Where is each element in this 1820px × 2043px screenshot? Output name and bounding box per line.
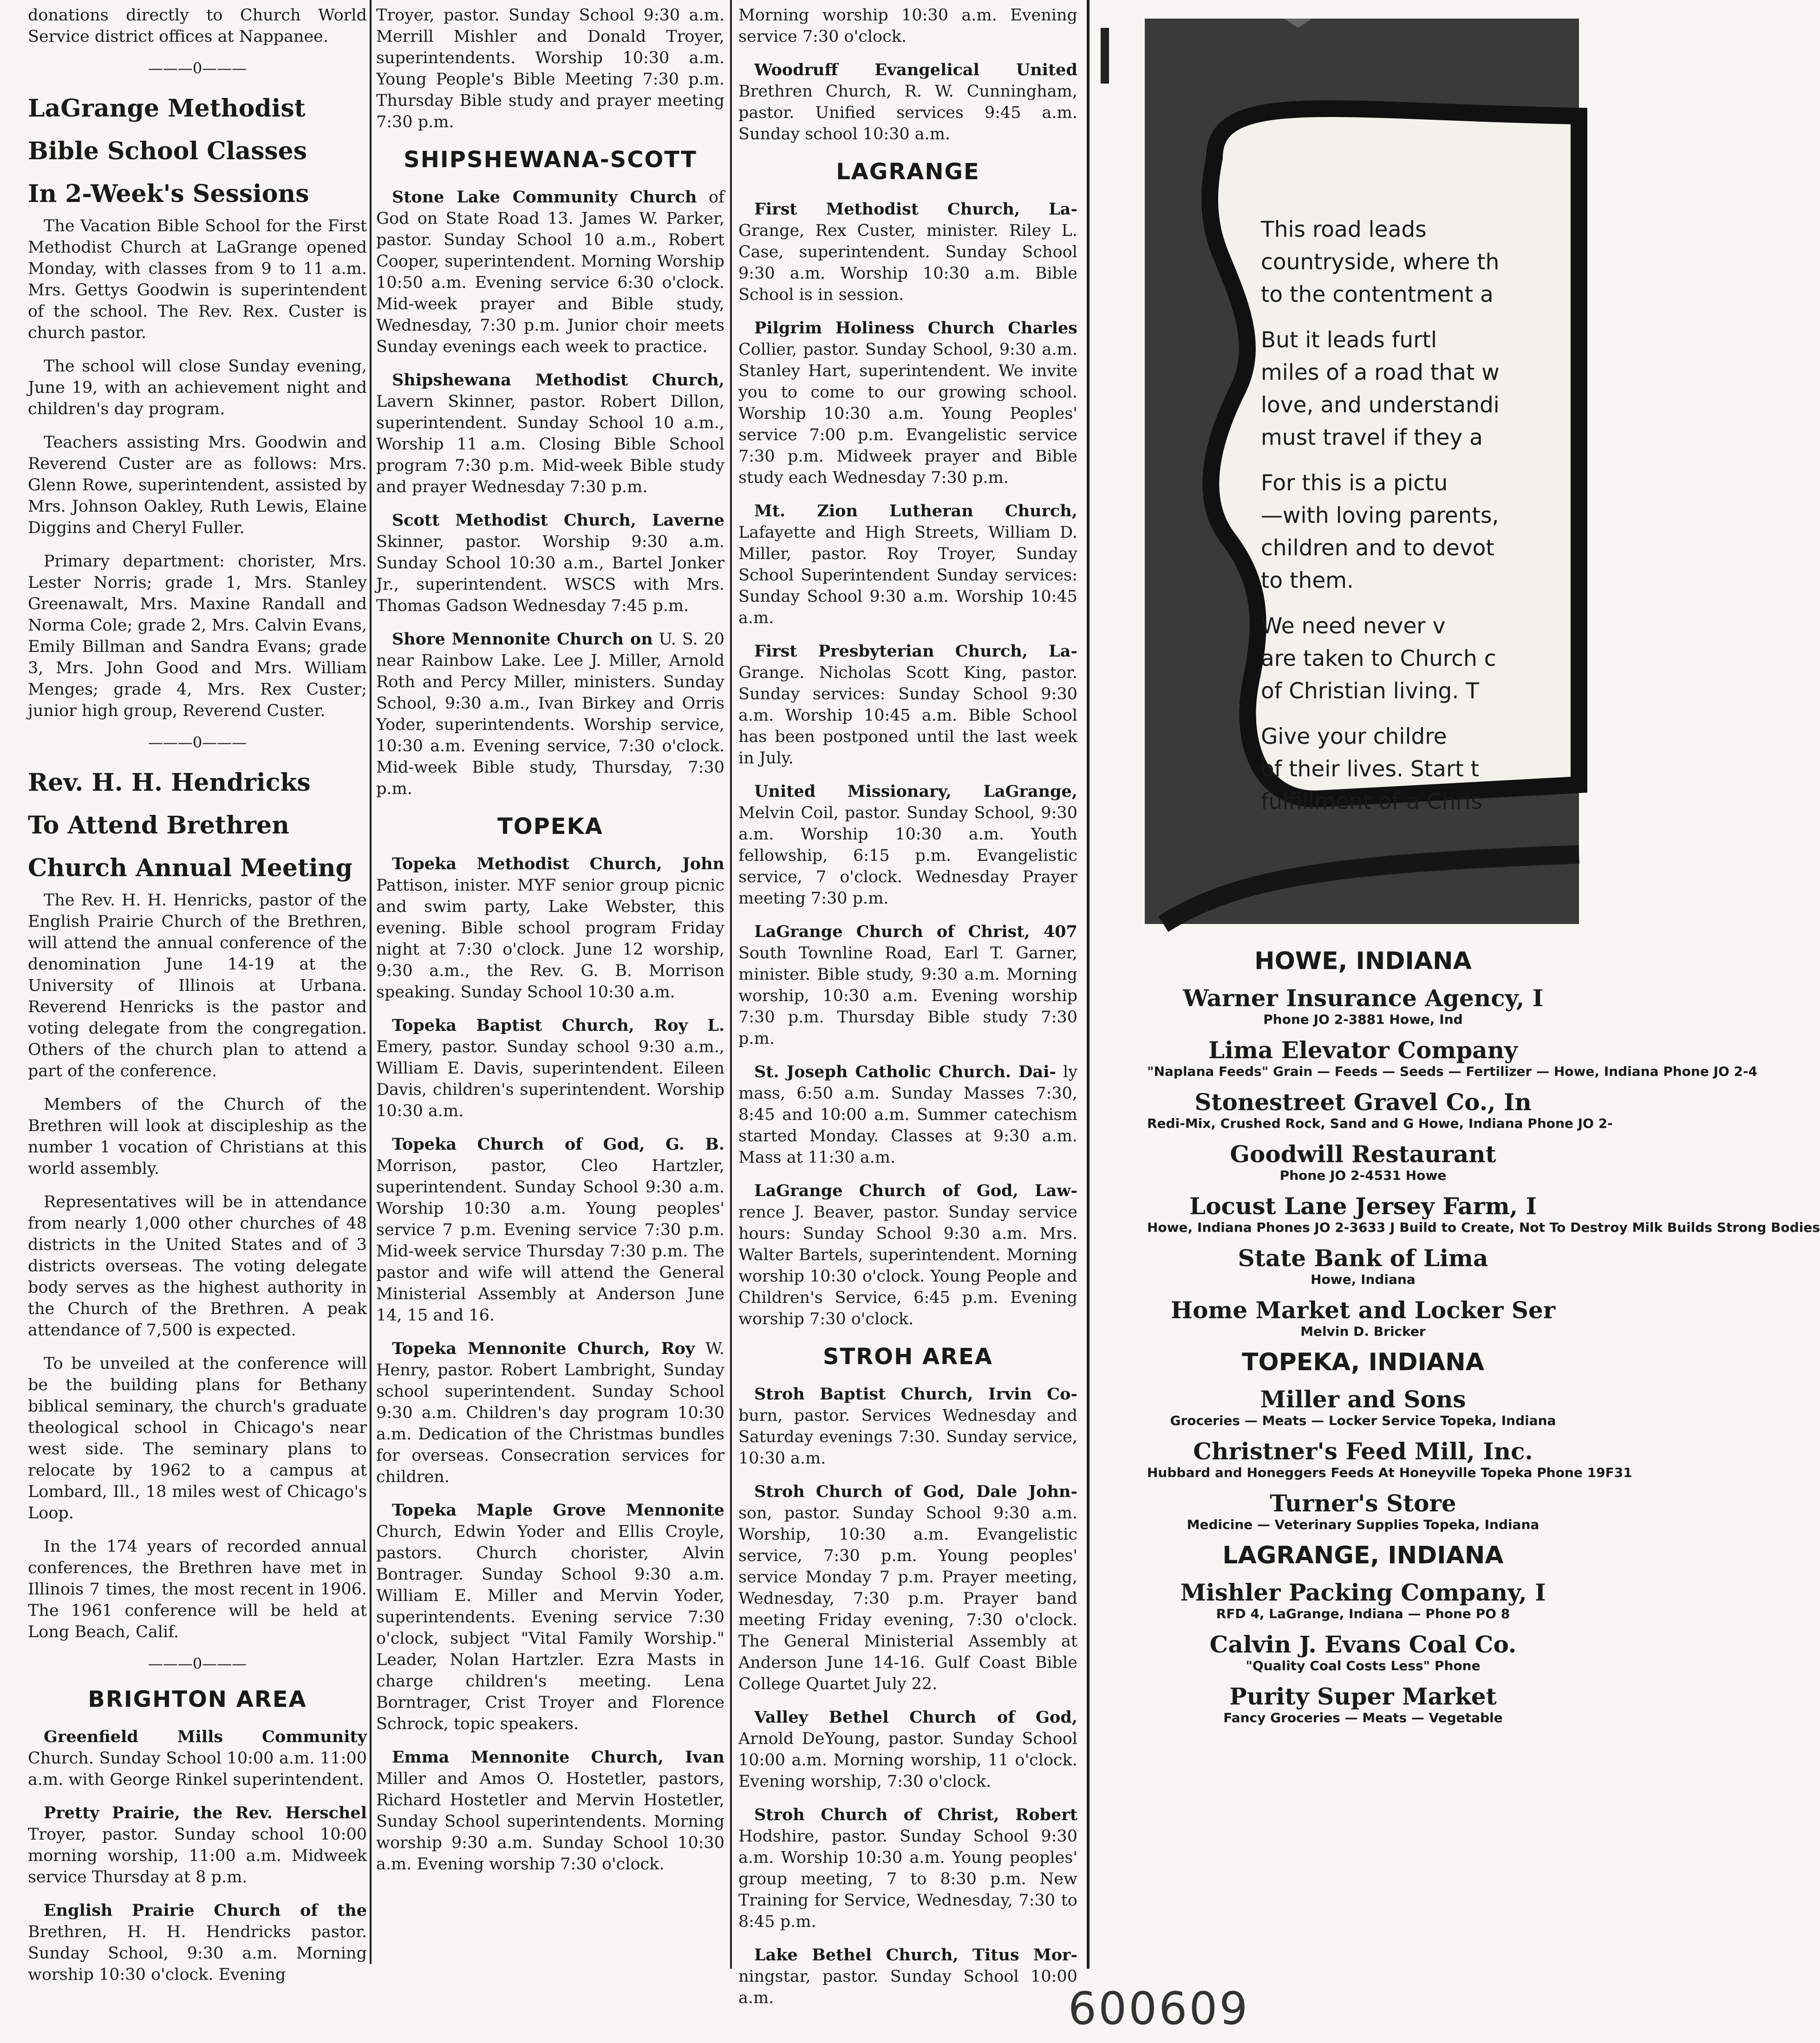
church-name: Pilgrim Holiness Church Charles <box>754 319 1077 338</box>
listing-text: Collier, pastor. Sunday School, 9:30 a.m. Stanley Hart, superintendent. We invite you to come to our growing school. Worship 10:30 a.m. Young Peoples' service 7:00 p.m. Evangelistic service 7:30 p.m. Midweek prayer and Bible study each Wednesday 7:30 p.m. <box>738 340 1077 487</box>
church-list <box>376 187 724 800</box>
church-name: Valley Bethel Church of God, <box>754 1708 1077 1727</box>
section-heading: SHIPSHEWANA-SCOTT <box>404 147 697 173</box>
church-listing <box>376 370 724 498</box>
business-list <box>1147 1386 1632 1532</box>
business-ad <box>1147 1438 1632 1480</box>
column-rule <box>370 0 372 1964</box>
divider: ———0——— <box>148 59 247 77</box>
listing-text: U. S. 20 near Rainbow Lake. Lee J. Miller, Arnold Roth and Percy Miller, ministers. Sunday School, 9:30 a.m., Ivan Birkey and Orris Yoder, superintendents. Worship service, 10:30 a.m. Evening service, 7:30 o'clock. Mid-week Bible study, Thursday, 7:30 p.m. <box>376 630 724 798</box>
listing-text: South Townline Road, Earl T. Garner, minister. Bible study, 9:30 a.m. Morning worship, 10:30 a.m. Evening worship 7:30 p.m. Thursday Bible study 7:30 p.m. <box>738 944 1077 1048</box>
ad-line: Give your childre <box>1261 724 1447 749</box>
ad-line: children and to devot <box>1261 535 1494 561</box>
church-name: Pretty Prairie, the Rev. Herschel <box>44 1803 367 1822</box>
church-list <box>28 1726 367 1985</box>
church-listing <box>376 1134 724 1326</box>
listing-text: Morrison, pastor, Cleo Hartzler, superintendent. Sunday School 9:30 a.m. Worship 10:30 a.m. Young peoples' service 7 p.m. Evening service 7:30 p.m. Mid-week service Thursday 7:30 p.m. The pastor and wife will attend the General Ministerial Assembly at Anderson June 14, 15 and 16. <box>376 1157 724 1325</box>
church-listing <box>28 1726 367 1790</box>
ad-paragraph <box>1261 610 1595 708</box>
business-name: Locust Lane Jersey Farm, I <box>1189 1192 1537 1220</box>
intro-text: donations directly to Church World Service district offices at Nappanee. <box>28 6 367 46</box>
church-listing <box>738 1384 1077 1469</box>
column-2 <box>376 5 724 1973</box>
listing-text: Hodshire, pastor. Sunday School 9:30 a.m. Worship 10:30 a.m. Young peoples' group meeting, 7 to 8:30 p.m. New Training for Service, Wednesday, 7:30 to 8:45 p.m. <box>738 1827 1077 1931</box>
church-listing <box>738 1481 1077 1695</box>
church-name: Stroh Baptist Church, Irvin Co- <box>754 1385 1077 1404</box>
listing-text: Pattison, inister. MYF senior group picnic and swim party, Lake Webster, this evening. Bible school program Friday night at 7:30 o'clock. June 12 worship, 9:30 a.m., the Rev. G. B. Morrison speaking. Sunday School 10:30 a.m. <box>376 876 724 1002</box>
intro-text: Troyer, pastor. Sunday School 9:30 a.m. Merrill Mishler and Donald Troyer, superintendents. Worship 10:30 a.m. Young People's Bible Meeting 7:30 p.m. Thursday Bible study and prayer meeting 7:30 p.m. <box>376 6 724 131</box>
church-name: LaGrange Church of God, Law- <box>754 1181 1077 1200</box>
business-name: Miller and Sons <box>1260 1386 1466 1413</box>
directory-heading: LAGRANGE, INDIANA <box>1222 1542 1504 1569</box>
listing-text: Grange. Nicholas Scott King, pastor. Sunday services: Sunday School 9:30 a.m. Worship 10:45 a.m. Bible School has been postponed until the last week in July. <box>738 664 1077 768</box>
business-name: Stonestreet Gravel Co., In <box>1194 1088 1532 1116</box>
business-list <box>1147 1579 1579 1725</box>
church-name: Greenfield Mills Community <box>44 1727 367 1746</box>
business-name: Christner's Feed Mill, Inc. <box>1193 1438 1533 1465</box>
business-ad <box>1147 1631 1579 1673</box>
church-listing <box>376 510 724 617</box>
church-listing <box>376 1500 724 1735</box>
headline: Church Annual Meeting <box>28 854 352 882</box>
listing-text: Skinner, pastor. Worship 9:30 a.m. Sunday School 10:30 a.m., Bartel Jonker Jr., superintendent. WSCS with Mrs. Thomas Gadson Wednesday 7:45 p.m. <box>376 533 724 615</box>
church-name: St. Joseph Catholic Church. Dai- <box>754 1062 1057 1081</box>
church-name: Scott Methodist Church, Laverne <box>392 511 724 530</box>
church-listing <box>738 1945 1077 2009</box>
church-listing <box>28 1802 367 1888</box>
ad-copy <box>1261 214 1595 831</box>
business-ad <box>1147 1386 1579 1428</box>
article-paragraph: The school will close Sunday evening, June 19, with an achievement night and children's day program. <box>28 357 367 418</box>
business-name: Warner Insurance Agency, I <box>1182 984 1544 1012</box>
business-details: Howe, Indiana <box>1311 1272 1416 1287</box>
article-paragraph: Primary department: chorister, Mrs. Lester Norris; grade 1, Mrs. Stanley Greenawalt, Mrs. Maxine Randall and Norma Cole; grade 2, Mrs. Calvin Evans, Emily Billman and Sandra Evans; grade 3, Mrs. John Good and Mrs. William Menges; grade 4, Mrs. Rex Custer; junior high group, Reverend Custer. <box>28 552 367 720</box>
article-paragraph: To be unveiled at the conference will be the building plans for Bethany biblical seminary, the church's graduate theological school in Chicago's near west side. The seminary plans to relocate by 1962 to a campus at Lombard, Ill., 18 miles west of Chicago's Loop. <box>28 1354 367 1522</box>
church-listing <box>738 318 1077 488</box>
business-details: "Quality Coal Costs Less" Phone <box>1246 1658 1481 1673</box>
ad-paragraph <box>1261 214 1595 311</box>
church-name: Topeka Mennonite Church, Roy <box>392 1339 695 1358</box>
column-3 <box>738 5 1077 2007</box>
listing-text: Melvin Coil, pastor. Sunday School, 9:30 a.m. Worship 10:30 a.m. Youth fellowship, 6:15 p.m. Evangelistic service, 7 o'clock. Wednesday Prayer meeting 7:30 p.m. <box>738 804 1077 908</box>
column-1 <box>28 5 367 1984</box>
church-listing <box>376 629 724 800</box>
business-name: Calvin J. Evans Coal Co. <box>1209 1631 1517 1658</box>
church-listing <box>738 501 1077 629</box>
business-name: Home Market and Locker Ser <box>1170 1296 1556 1324</box>
church-name: Shipshewana Methodist Church, <box>392 371 724 390</box>
church-name: Emma Mennonite Church, Ivan <box>392 1748 724 1767</box>
listing-text: ly mass, 6:50 a.m. Sunday Masses 7:30, 8:45 and 10:00 a.m. Summer catechism started Monday. Classes at 9:30 a.m. Mass at 11:30 a.m. <box>738 1063 1077 1167</box>
listing-text: Church. Sunday School 10:00 a.m. 11:00 a.m. with George Rinkel superintendent. <box>28 1749 367 1789</box>
business-ad <box>1147 984 1579 1027</box>
business-name: Purity Super Market <box>1229 1683 1497 1710</box>
church-listing <box>738 781 1077 909</box>
business-ad <box>1147 1088 1613 1131</box>
church-name: First Presbyterian Church, La- <box>754 642 1077 661</box>
business-ad <box>1147 1683 1579 1725</box>
church-listing <box>376 1747 724 1875</box>
ad-line: But it leads furtl <box>1261 327 1437 353</box>
directory-heading: TOPEKA, INDIANA <box>1241 1348 1485 1376</box>
section-heading: STROH AREA <box>822 1344 993 1370</box>
business-details: Howe, Indiana Phones JO 2-3633 J Build to Create, Not To Destroy Milk Builds Strong Bodies <box>1147 1220 1820 1235</box>
ad-line: of their lives. Start t <box>1261 756 1480 782</box>
handwritten-number: 600609 <box>1068 1983 1250 2035</box>
church-advertisement <box>1145 19 1579 924</box>
listing-text: Troyer, pastor. Sunday school 10:00 morning worship, 11:00 a.m. Midweek service Thursday at 8 p.m. <box>28 1825 367 1887</box>
church-listing <box>376 853 724 1003</box>
church-listing <box>376 1015 724 1122</box>
business-ad <box>1147 1579 1579 1621</box>
ad-line: —with loving parents, <box>1261 503 1499 528</box>
business-ad <box>1147 1140 1579 1183</box>
business-name: State Bank of Lima <box>1238 1244 1488 1272</box>
article-paragraph: In the 174 years of recorded annual conferences, the Brethren have met in Illinois 7 times, the most recent in 1906. The 1961 conference will be held at Long Beach, Calif. <box>28 1537 367 1641</box>
business-ad <box>1147 1036 1758 1079</box>
church-name: Topeka Church of God, G. B. <box>392 1135 724 1154</box>
listing-text: Brethren, H. H. Hendricks pastor. Sunday School, 9:30 a.m. Morning worship 10:30 o'clock. Evening <box>28 1923 367 1984</box>
listing-text: rence J. Beaver, pastor. Sunday service hours: Sunday School 9:30 a.m. Mrs. Walter Bartels, superintendent. Morning worship 10:30 o'clock. Young People and Children's Service, 6:45 p.m. Evening worship 7:30 o'clock. <box>738 1203 1077 1328</box>
church-name: Mt. Zion Lutheran Church, <box>754 501 1077 521</box>
business-ad <box>1147 1490 1579 1532</box>
church-list <box>738 1384 1077 2009</box>
ad-paragraph <box>1261 324 1595 454</box>
church-name: Shore Mennonite Church on <box>392 630 653 649</box>
business-details: RFD 4, LaGrange, Indiana — Phone PO 8 <box>1216 1606 1510 1621</box>
business-list <box>1147 984 1820 1339</box>
listing-text: burn, pastor. Services Wednesday and Saturday evenings 7:30. Sunday service, 10:30 a.m. <box>738 1406 1077 1468</box>
ad-line: This road leads <box>1261 217 1427 242</box>
listing-text: W. Henry, pastor. Robert Lambright, Sunday school superintendent. Sunday School 9:30 a.m. Children's day program 10:30 a.m. Dedication of the Christmas bundles for overseas. Consecration services for children. <box>376 1340 724 1486</box>
article-paragraph: Teachers assisting Mrs. Goodwin and Reverend Custer are as follows: Mrs. Glenn Rowe, superintendent, assisted by Mrs. Johnson Oakley, Ruth Lewis, Elaine Diggins and Cheryl Fuller. <box>28 433 367 537</box>
section-heading: BRIGHTON AREA <box>88 1686 307 1712</box>
church-name: Topeka Maple Grove Mennonite <box>392 1501 724 1520</box>
church-list <box>376 853 724 1875</box>
church-name: LaGrange Church of Christ, 407 <box>754 922 1077 941</box>
business-details: Medicine — Veterinary Supplies Topeka, Indiana <box>1187 1517 1539 1532</box>
church-name: English Prairie Church of the <box>44 1901 367 1920</box>
article-paragraph: Representatives will be in attendance from nearly 1,000 other churches of 48 districts in the United States and of 3 districts overseas. The voting delegate body serves as the highest authority in the Church of the Brethren. A peak attendance of 7,500 is expected. <box>28 1193 367 1340</box>
column-rule <box>730 0 732 1969</box>
article-paragraph: The Rev. H. H. Henricks, pastor of the English Prairie Church of the Brethren, will attend the annual conference of the denomination June 14-19 at the University of Illinois at Urbana. Reverend Henricks is the pastor and voting delegate from the congregation. Others of the church plan to attend a part of the conference. <box>28 891 367 1080</box>
listing-text: of God on State Road 13. James W. Parker, pastor. Sunday School 10 a.m., Robert Cooper, superintendent. Morning Worship 10:50 a.m. Evening service 6:30 o'clock. Mid-week prayer and Bible study, Wednesday, 7:30 p.m. Junior choir meets Sunday evenings each week to practice. <box>376 188 724 356</box>
business-name: Mishler Packing Company, I <box>1180 1579 1546 1606</box>
listing-text: Emery, pastor. Sunday school 9:30 a.m., William E. Davis, superintendent. Eileen Davis, children's superintendent. Worship 10:30 a.m. <box>376 1038 724 1120</box>
church-listing <box>738 641 1077 769</box>
listing-text: Brethren Church, R. W. Cunningham, pastor. Unified services 9:45 a.m. Sunday school 10:30 a.m. <box>738 82 1077 143</box>
church-name: Stroh Church of Christ, Robert <box>754 1805 1077 1824</box>
listing-text: Lavern Skinner, pastor. Robert Dillon, superintendent. Sunday School 10 a.m., Worship 11 a.m. Closing Bible School program 7:30 p.m. Mid-week Bible study and prayer Wednesday 7:30 p.m. <box>376 392 724 496</box>
ad-paragraph <box>1261 721 1595 818</box>
church-listing <box>738 199 1077 306</box>
church-name: Woodruff Evangelical United <box>754 60 1077 79</box>
listing-text: Miller and Amos O. Hostetler, pastors, Richard Hostetler and Mervin Hostetler, Sunday School superintendents. Morning worship 9:30 a.m. Sunday School 10:30 a.m. Evening worship 7:30 o'clock. <box>376 1770 724 1874</box>
church-name: Topeka Baptist Church, Roy L. <box>392 1016 724 1035</box>
listing-text: Lafayette and High Streets, William D. Miller, pastor. Roy Troyer, Sunday School Superintendent Sunday services: Sunday School 9:30 a.m. Worship 10:45 a.m. <box>738 523 1077 627</box>
church-listing <box>738 1707 1077 1792</box>
headline: Rev. H. H. Hendricks <box>28 768 311 797</box>
ad-line: must travel if they a <box>1261 425 1483 450</box>
church-name: First Methodist Church, La- <box>754 200 1077 219</box>
headline: To Attend Brethren <box>28 811 289 839</box>
listing-text: Arnold DeYoung, pastor. Sunday School 10:00 a.m. Morning worship, 11 o'clock. Evening worship, 7:30 o'clock. <box>738 1730 1077 1791</box>
listing-text: Grange, Rex Custer, minister. Riley L. Case, superintendent. Sunday School 9:30 a.m. Worship 10:30 a.m. Bible School is in session. <box>738 221 1077 304</box>
business-directory <box>1147 938 1820 1987</box>
ad-line: to them. <box>1261 568 1354 593</box>
business-name: Turner's Store <box>1270 1490 1456 1517</box>
headline: LaGrange Methodist <box>28 94 306 123</box>
section-heading: LAGRANGE <box>836 159 980 185</box>
business-details: Hubbard and Honeggers Feeds At Honeyville Topeka Phone 19F31 <box>1147 1465 1632 1480</box>
church-listing <box>738 59 1077 145</box>
business-name: Goodwill Restaurant <box>1230 1140 1496 1168</box>
directory-heading: HOWE, INDIANA <box>1254 947 1472 975</box>
church-listing <box>738 1180 1077 1330</box>
business-details: "Naplana Feeds" Grain — Feeds — Seeds — Fertilizer — Howe, Indiana Phone JO 2-4 <box>1147 1064 1758 1079</box>
church-name: Stroh Church of God, Dale John- <box>754 1482 1077 1501</box>
article-paragraph: Members of the Church of the Brethren will look at discipleship as the number 1 vocation of Christians at this world assembly. <box>28 1095 367 1178</box>
article-lagrange-bible-school <box>28 87 367 722</box>
divider: ———0——— <box>148 734 247 751</box>
ad-line: of Christian living. T <box>1261 678 1479 704</box>
headline: Bible School Classes <box>28 137 307 165</box>
business-details: Redi-Mix, Crushed Rock, Sand and G Howe, Indiana Phone JO 2- <box>1147 1116 1613 1131</box>
section-heading: TOPEKA <box>497 813 603 839</box>
church-list <box>738 59 1077 145</box>
business-details: Phone JO 2-4531 Howe <box>1279 1168 1447 1183</box>
column-marker <box>1101 28 1109 84</box>
business-details: Melvin D. Bricker <box>1300 1324 1426 1339</box>
article-paragraph: The Vacation Bible School for the First Methodist Church at LaGrange opened Monday, with classes from 9 to 11 a.m. Mrs. Gettys Goodwin is superintendent of the school. The Rev. Rex. Custer is church pastor. <box>28 217 367 342</box>
ad-line: to the contentment a <box>1261 282 1494 307</box>
ad-line: love, and understandi <box>1261 392 1500 418</box>
ad-line: fulfillment of a Chris <box>1261 789 1482 814</box>
church-listing <box>376 187 724 358</box>
church-name: Lake Bethel Church, Titus Mor- <box>754 1945 1077 1965</box>
church-listing <box>376 1338 724 1488</box>
ad-line: are taken to Church c <box>1261 646 1496 671</box>
ad-line: We need never v <box>1261 613 1446 639</box>
business-ad <box>1147 1244 1579 1287</box>
listing-text: son, pastor. Sunday School 9:30 a.m. Worship, 10:30 a.m. Evangelistic service, 7:30 p.m. Young peoples' service Monday 7 p.m. Prayer meeting, Wednesday, 7:30 p.m. Prayer band meeting Friday evening, 7:30 o'clock. The General Ministerial Assembly at Anderson June 14-16. Gulf Coast Bible College Quartet July 22. <box>738 1504 1077 1693</box>
business-details: Phone JO 2-3881 Howe, Ind <box>1263 1012 1463 1027</box>
ad-line: For this is a pictu <box>1261 470 1448 496</box>
church-list <box>738 199 1077 1330</box>
church-name: Stone Lake Community Church <box>392 188 697 207</box>
church-listing <box>738 921 1077 1049</box>
article-hendricks <box>28 761 367 1643</box>
column-rule <box>1087 0 1089 1969</box>
church-listing <box>738 1061 1077 1168</box>
business-name: Lima Elevator Company <box>1208 1036 1518 1064</box>
ad-line: countryside, where th <box>1261 249 1500 275</box>
church-name: Topeka Methodist Church, John <box>392 854 724 873</box>
ad-line: miles of a road that w <box>1261 360 1500 385</box>
business-ad <box>1147 1192 1820 1235</box>
listing-text: Church, Edwin Yoder and Ellis Croyle, pastors. Church chorister, Alvin Bontrager. Sunday School 9:30 a.m. William E. Miller and Mervin Yoder, superintendents. Evening service 7:30 o'clock, subject "Vital Family Worship." Leader, Nolan Hartzler. Ezra Masts in charge children's meeting. Lena Borntrager, Crist Troyer and Florence Schrock, topic speakers. <box>376 1522 724 1733</box>
ad-paragraph <box>1261 467 1595 597</box>
church-listing <box>28 1900 367 1985</box>
intro-text: Morning worship 10:30 a.m. Evening service 7:30 o'clock. <box>738 6 1077 46</box>
church-listing <box>738 1804 1077 1932</box>
divider: ———0——— <box>148 1655 247 1672</box>
headline: In 2-Week's Sessions <box>28 180 309 208</box>
business-ad <box>1147 1296 1579 1339</box>
listing-text: ningstar, pastor. Sunday School 10:00 a.m. <box>738 1967 1077 2007</box>
business-details: Fancy Groceries — Meats — Vegetable <box>1223 1710 1503 1725</box>
church-name: United Missionary, LaGrange, <box>754 782 1077 801</box>
business-details: Groceries — Meats — Locker Service Topeka, Indiana <box>1170 1413 1556 1428</box>
